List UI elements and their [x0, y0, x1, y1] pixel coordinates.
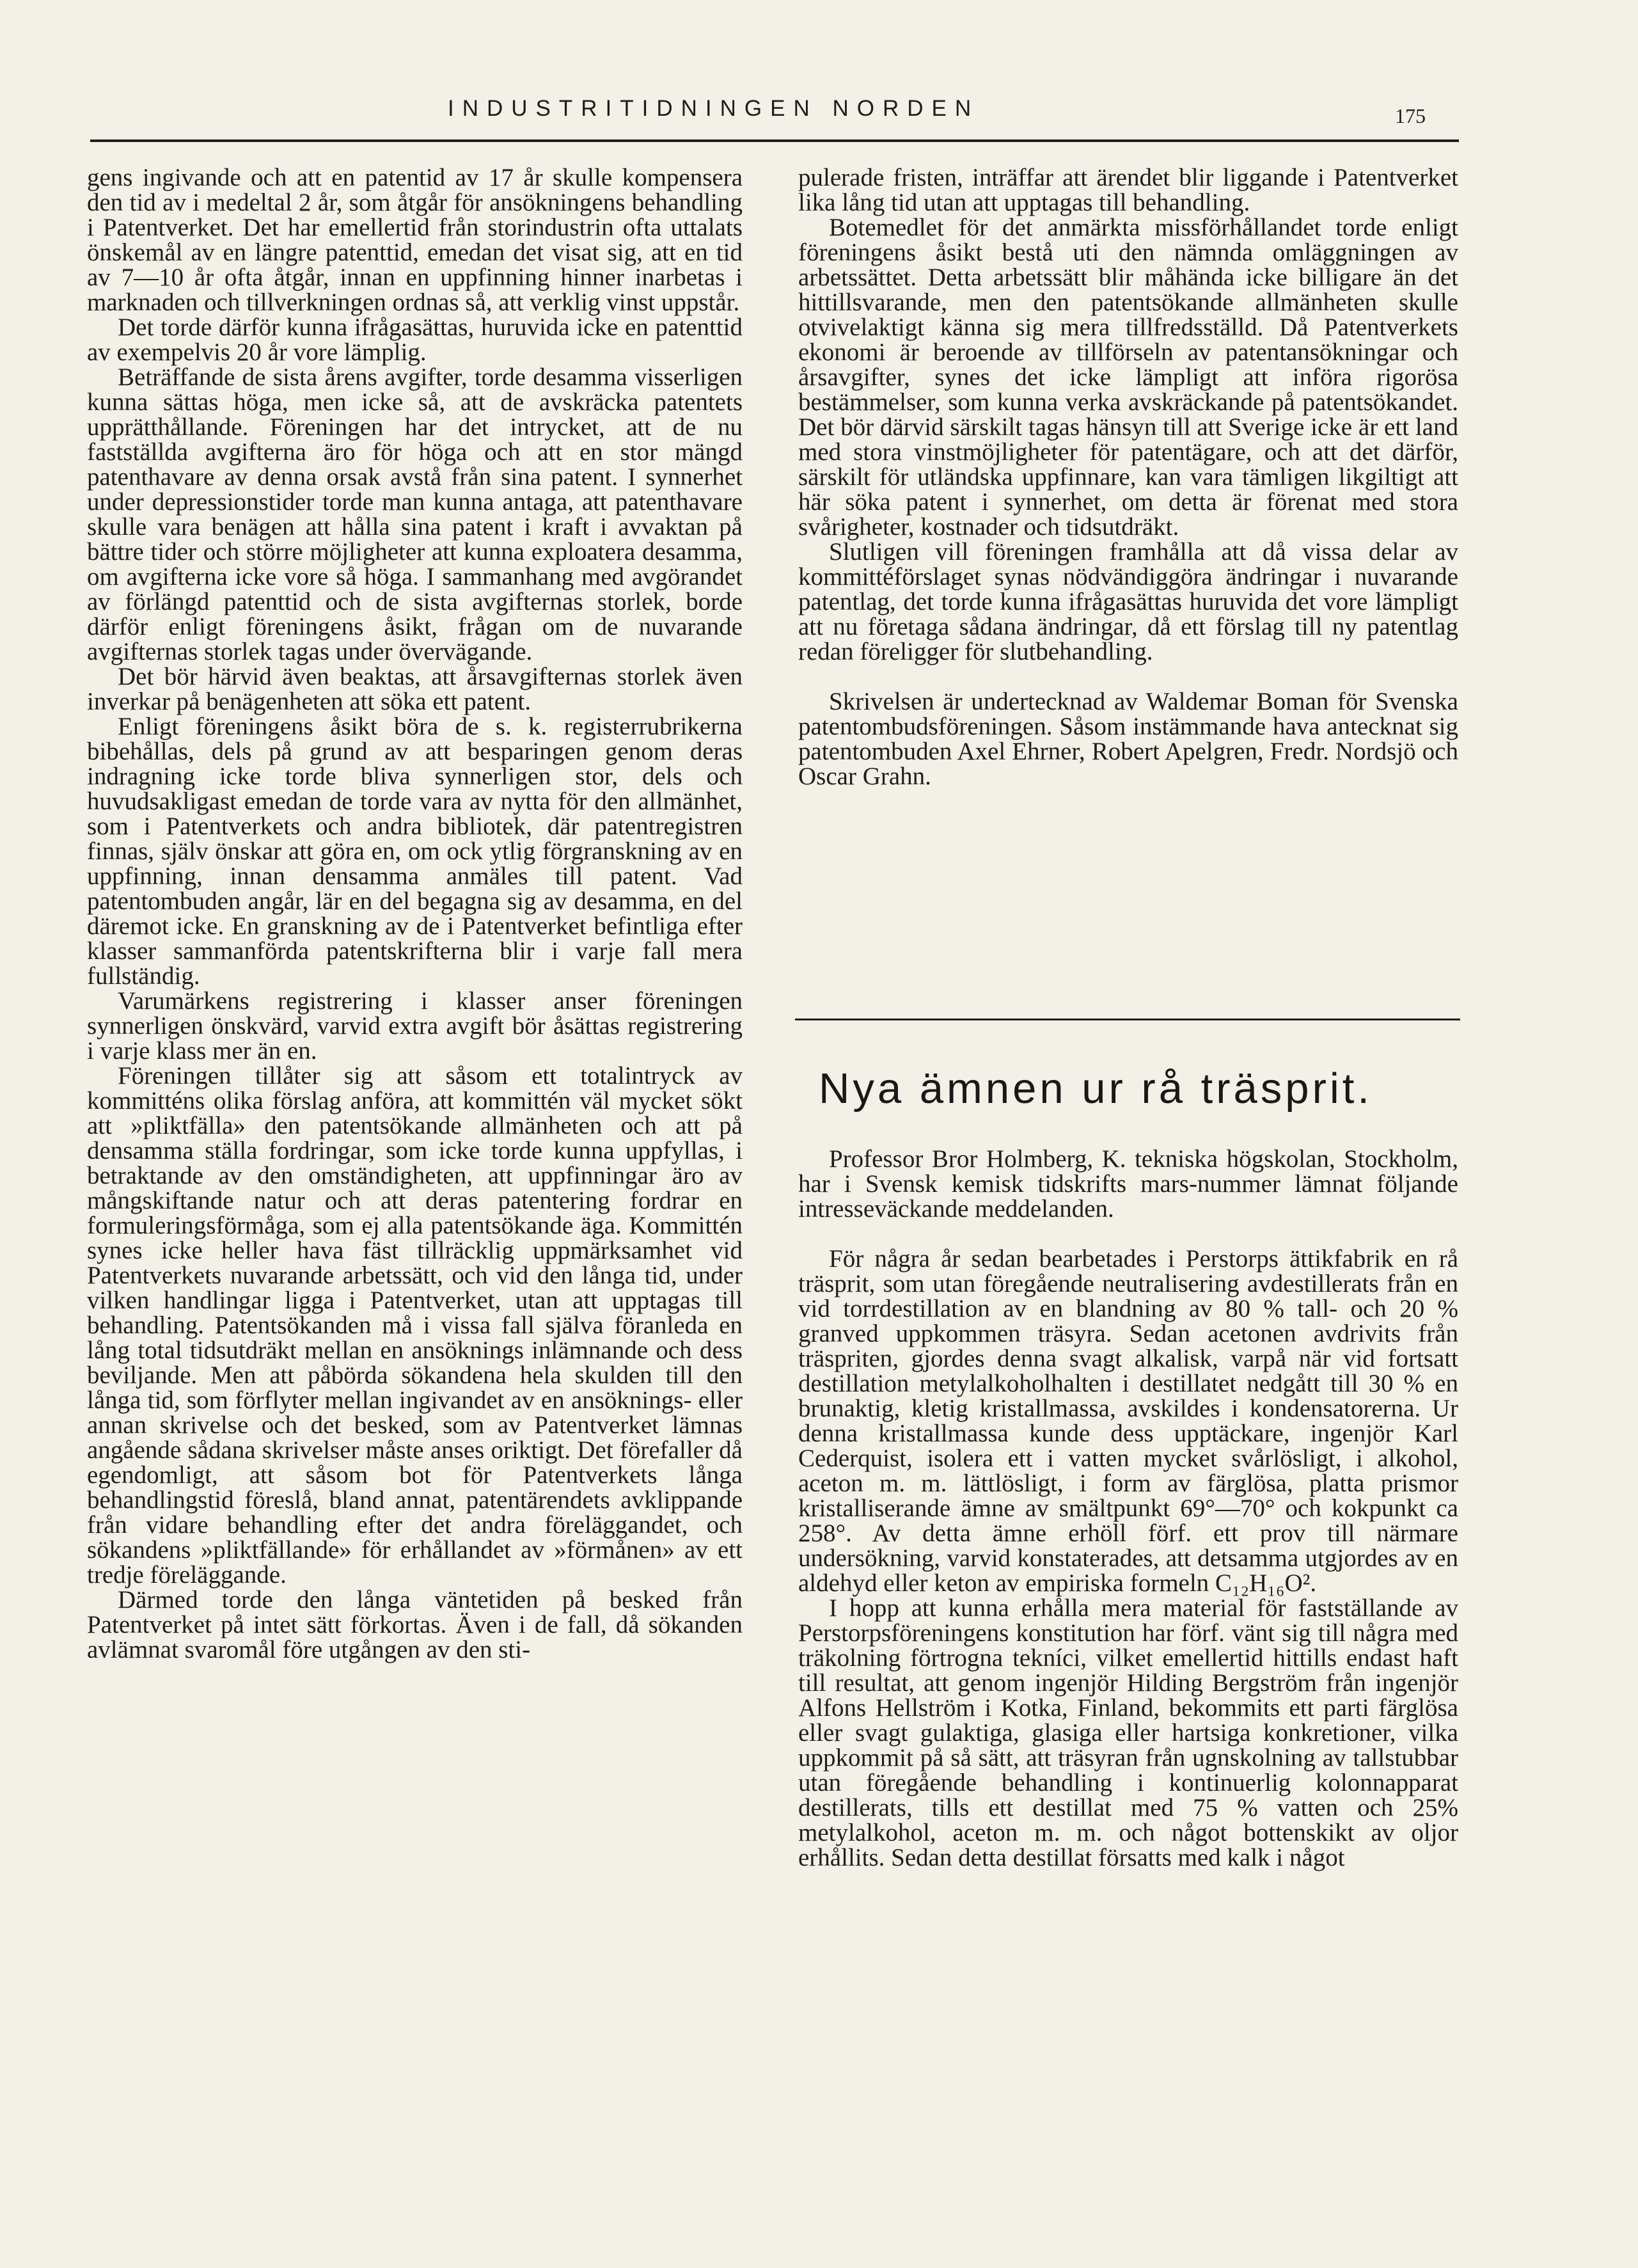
- paragraph: gens ingivande och att en patentid av 17 år skulle kompensera den tid av i medeltal 2 år, som åtgår för ansökningens behandling i Patentverket. Det har emellertid från storindustrin ofta uttalats önskemål av en längre patenttid, emedan det visat sig, att en tid av 7—10 år ofta åtgår, innan en uppfinning hinner inarbetas i marknaden och tillverkningen ordnas så, att verklig vinst uppstår.: [87, 164, 743, 316]
- paragraph: Därmed torde den långa väntetiden på besked från Patentverket på intet sätt förkortas. Även i de fall, då sökanden avlämnat svaromål före utgången av den sti-: [87, 1586, 743, 1663]
- paragraph: För några år sedan bearbetades i Perstorps ättikfabrik en rå träsprit, som utan föregående neutralisering avdestillerats från en vid torrdestillation av en blandning av 80 % tall- och 20 % granved uppkommen träsyra. Sedan acetonen avdrivits från träspriten, gjordes denna svagt alkalisk, varpå när vid fortsatt destillation metylalkoholhalten i destillatet nedgått till 30 % en brunaktig, kletig kristallmassa, avskildes i kondensatorerna. Ur denna kristallmassa kunde dess upptäckare, ingenjör Karl Cederquist, isolera ett i vatten mycket svårlösligt, i alkohol, aceton m. m. lättlösligt, i form av färglösa, platta prismor kristalliserande ämne av smältpunkt 69°—70° och kokpunkt ca 258°. Av detta ämne erhöll förf. ett prov till närmare undersökning, varvid konstaterades, att detsamma utgjordes av en aldehyd eller keton av empiriska formeln C₁₂H₁₆O².: [798, 1245, 1458, 1597]
- running-head: INDUSTRITIDNINGEN NORDEN: [448, 96, 980, 121]
- right-column: [798, 165, 1458, 789]
- paragraph: pulerade fristen, inträffar att ärendet blir liggande i Patentverket lika lång tid utan att upptagas till behandling.: [798, 164, 1458, 216]
- paragraph: Varumärkens registrering i klasser anser föreningen synnerligen önskvärd, varvid extra avgift bör åsättas registrering i varje klass mer än en.: [87, 987, 743, 1065]
- left-column: [87, 165, 743, 1662]
- paragraph: I hopp att kunna erhålla mera material för fastställande av Perstorpsföreningens konstitution har förf. vänt sig till några med träkolning förtrogna tekníci, vilket emellertid hittills endast haft till resultat, att genom ingenjör Hilding Bergström från ingenjör Alfons Hellström i Kotka, Finland, bekommits ett parti färglösa eller svagt gulaktiga, glasiga eller hartsiga konkretioner, vilka uppkommit på så sätt, att träsyran från ugnskolning av tallstubbar utan föregående behandling i kontinuerlig kolonnapparat destillerats, tills ett destillat med 75 % vatten och 25% metylalkohol, aceton m. m. och något bottenskikt av oljor erhållits. Sedan detta destillat försatts med kalk i något: [798, 1594, 1458, 1871]
- page-number: 175: [1395, 104, 1426, 127]
- paragraph: Föreningen tillåter sig att såsom ett totalintryck av kommitténs olika förslag anföra, att kommittén väl mycket sökt att »pliktfälla» den patentsökande allmänheten och att på densamma ställa fordringar, som icke torde kunna uppfyllas, i betraktande av den omständigheten, att uppfinningar äro av mångskiftande natur och att deras patentering fordrar en formuleringsförmåga, som ej alla patentsökande äga. Kommittén synes icke heller hava fäst tillräcklig uppmärksamhet vid Patentverkets nuvarande arbetssätt, och vid den långa tid, under vilken handlingar ligga i Patentverket, utan att upptagas till behandling. Patentsökanden må i vissa fall själva föranleda en lång total tidsutdräkt mellan en ansöknings inlämnande och dess beviljande. Men att påbörda sökandena hela skulden till den långa tid, som förflyter mellan ingivandet av en ansöknings- eller annan skrivelse och det besked, som av Patentverket lämnas angående sådana skrivelser måste anses oriktigt. Det förefaller då egendomligt, att såsom bot för Patentverkets långa behandlingstid föreslå, bland annat, patentärendets avklippande från vidare behandling efter det andra föreläggandet, och sökandens »pliktfällande» för erhållandet av »förmånen» av ett tredje föreläggande.: [87, 1062, 743, 1589]
- article-body: [798, 1146, 1458, 1870]
- paragraph: Enligt föreningens åsikt böra de s. k. registerrubrikerna bibehållas, dels på grund av att besparingen genom deras indragning icke torde bliva synnerligen stor, dels och huvudsakligast emedan de torde vara av nytta för den allmänhet, som i Patentverkets och andra bibliotek, där patentregistren finnas, själv önskar att göra en, om ock ytlig förgranskning av en uppfinning, innan densamma anmäles till patent. Vad patentombuden angår, lär en del begagna sig av desamma, en del däremot icke. En granskning av de i Patentverket befintliga efter klasser sammanförda patentskrifterna blir i varje fall mera fullständig.: [87, 713, 743, 990]
- article-title: Nya ämnen ur rå träsprit.: [819, 1065, 1373, 1113]
- section-rule: [795, 1019, 1460, 1020]
- paragraph: Det bör härvid även beaktas, att årsavgifternas storlek även inverkar på benägenheten att söka ett patent.: [87, 663, 743, 715]
- header-rule: [90, 139, 1459, 142]
- signature-note: Skrivelsen är undertecknad av Waldemar Boman för Svenska patentombudsföreningen. Såsom instämmande hava antecknat sig patentombuden Axel Ehrner, Robert Apelgren, Fredr. Nordsjö och Oscar Grahn.: [798, 688, 1458, 790]
- paragraph: Botemedlet för det anmärkta missförhållandet torde enligt föreningens åsikt bestå uti den nämnda omläggningen av arbetssättet. Detta arbetssätt blir måhända icke billigare än det hittillsvarande, men den patentsökande allmänheten skulle otvivelaktigt känna sig mera tillfredsställd. Då Patentverkets ekonomi är beroende av tillförseln av patentansökningar och årsavgifter, synes det icke lämpligt att införa rigorösa bestämmelser, som kunna verka avskräckande på patentsökandet. Det bör därvid särskilt tagas hänsyn till att Sverige icke är ett land med stora vinstmöjligheter för patentägare, och att det därför, särskilt för utländska uppfinnare, kan vara tämligen likgiltigt att här söka patent i synnerhet, om detta är förenat med stora svårigheter, kostnader och tidsutdräkt.: [798, 214, 1458, 541]
- paragraph: Beträffande de sista årens avgifter, torde desamma visserligen kunna sättas höga, men icke så, att de avskräcka patentets upprätthållande. Föreningen har det intrycket, att de nu fastställda avgifterna äro för höga och att en stor mängd patenthavare av denna orsak avstå från sina patent. I synnerhet under depressionstider torde man kunna antaga, att patenthavare skulle vara benägen att hålla sina patent i kraft i avvaktan på bättre tider och större möjligheter att kunna exploatera desamma, om avgifterna icke vore så höga. I sammanhang med avgörandet av förlängd patenttid och de sista avgifternas storlek, borde därför enligt föreningens åsikt, frågan om de nuvarande avgifternas storlek tagas under övervägande.: [87, 363, 743, 665]
- paragraph: Det torde därför kunna ifrågasättas, huruvida icke en patenttid av exempelvis 20 år vore lämplig.: [87, 313, 743, 366]
- paragraph: Slutligen vill föreningen framhålla att då vissa delar av kommittéförslaget synas nödvändiggöra ändringar i nuvarande patentlag, det torde kunna ifrågasättas huruvida det vore lämpligt att nu företaga sådana ändringar, då ett förslag till ny patentlag redan föreligger för slutbehandling.: [798, 538, 1458, 665]
- article-intro: Professor Bror Holmberg, K. tekniska högskolan, Stockholm, har i Svensk kemisk tidskrifts mars-nummer lämnat följande intresseväckande meddelanden.: [798, 1145, 1458, 1223]
